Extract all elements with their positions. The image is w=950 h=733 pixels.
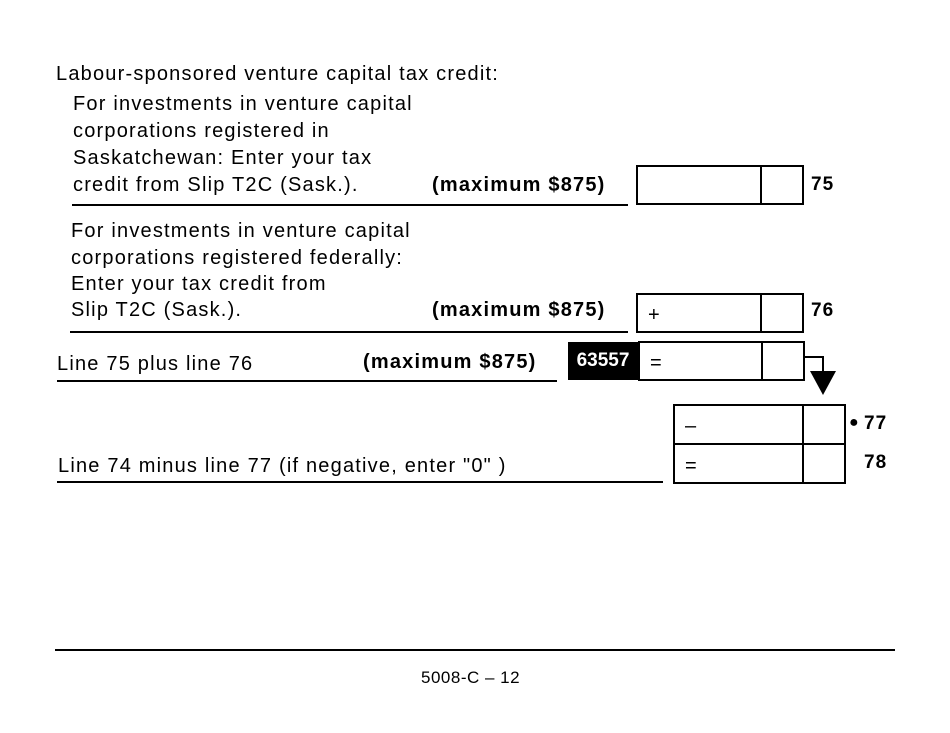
line76-desc-4: Slip T2C (Sask.). <box>71 299 243 321</box>
line77-cents-divider <box>802 406 804 443</box>
bullet-icon: ● <box>849 414 859 431</box>
line-code-badge: 63557 <box>568 342 638 380</box>
line76-maximum: (maximum $875) <box>432 299 606 321</box>
line76-desc-2: corporations registered federally: <box>71 247 404 269</box>
line76-underline <box>70 331 628 333</box>
line76-number: 76 <box>811 300 835 321</box>
line75-maximum: (maximum $875) <box>432 174 606 196</box>
minus-operator: – <box>685 415 697 437</box>
line76-cents-divider <box>760 295 762 331</box>
line75-cents-divider <box>760 167 762 203</box>
line76-desc-3: Enter your tax credit from <box>71 273 327 295</box>
plus-operator: + <box>648 304 660 326</box>
line76-amount-field[interactable] <box>636 293 804 333</box>
line75-desc-1: For investments in venture capital <box>73 93 413 115</box>
footer-rule <box>55 649 895 651</box>
line78-cents-divider <box>802 445 804 482</box>
line77-amount-field[interactable] <box>673 404 846 445</box>
line75-amount-field[interactable] <box>636 165 804 205</box>
line78-label: Line 74 minus line 77 (if negative, enter "0" ) <box>58 455 507 477</box>
line77-number: 77 <box>864 413 888 434</box>
sum-label: Line 75 plus line 76 <box>57 353 254 375</box>
line75-desc-4: credit from Slip T2C (Sask.). <box>73 174 359 196</box>
line78-number: 78 <box>864 452 888 473</box>
equals-operator: = <box>650 352 662 374</box>
line75-desc-2: corporations registered in <box>73 120 330 142</box>
line75-desc-3: Saskatchewan: Enter your tax <box>73 147 373 169</box>
line75-number: 75 <box>811 174 835 195</box>
sum-underline <box>57 380 557 382</box>
section-heading: Labour-sponsored venture capital tax credit: <box>56 63 500 85</box>
down-arrow-icon <box>800 350 845 400</box>
line78-underline <box>57 481 663 483</box>
sum-maximum: (maximum $875) <box>363 351 537 373</box>
sum-amount-field[interactable] <box>638 341 805 381</box>
equals-operator-78: = <box>685 455 697 477</box>
line76-desc-1: For investments in venture capital <box>71 220 411 242</box>
sum-cents-divider <box>761 343 763 379</box>
line75-underline <box>72 204 628 206</box>
form-id: 5008-C – 12 <box>421 668 521 687</box>
line78-amount-field[interactable] <box>673 443 846 484</box>
